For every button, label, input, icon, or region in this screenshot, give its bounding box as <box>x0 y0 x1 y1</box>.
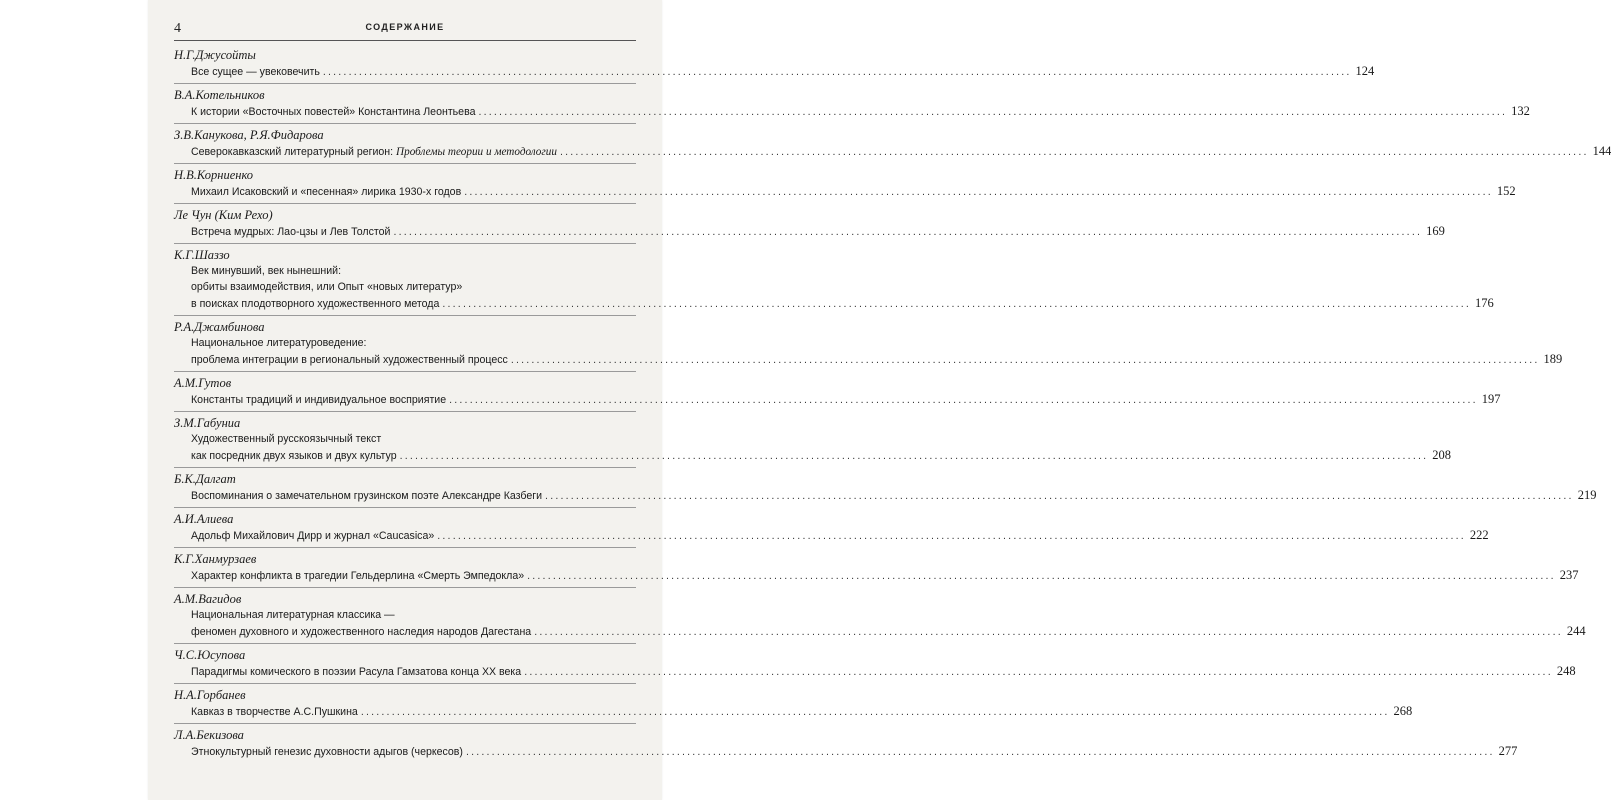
entry-title-segment: в поисках плодотворного художественного метода <box>191 298 440 310</box>
entry-title-last-line <box>191 391 1501 408</box>
entry-separator <box>174 203 636 204</box>
entry-title-last-line <box>191 183 1516 200</box>
entry-title-last-line <box>191 743 1518 760</box>
dot-leader: ........................................................................................................................................................................................................ <box>527 570 1556 582</box>
entry-separator <box>174 507 636 508</box>
entry-separator <box>174 723 636 724</box>
entry-title-last-line <box>191 623 1586 640</box>
page-header <box>174 20 636 41</box>
entry-page-number: 176 <box>1475 296 1494 310</box>
entry-title-segment: Адольф Михайлович Дирр и журнал «Caucasica» <box>191 530 435 542</box>
entry-title-segment: Константы традиций и индивидуальное восприятие <box>191 394 447 406</box>
entry-title-segment: К истории «Восточных повестей» Константина Леонтьева <box>191 106 476 118</box>
entry-title-text <box>191 352 508 368</box>
entry-title-last-line <box>191 63 1375 80</box>
dot-leader: ........................................................................................................................................................................................................ <box>534 626 1563 638</box>
dot-leader: ........................................................................................................................................................................................................ <box>559 146 1589 158</box>
entry-title-last-line <box>191 447 1451 464</box>
dot-leader: ........................................................................................................................................................................................................ <box>478 106 1508 118</box>
entry-title-text <box>191 144 557 160</box>
entry-separator <box>174 411 636 412</box>
entry-author: В.А.Котельников <box>174 88 265 102</box>
entry-separator <box>174 643 636 644</box>
dot-leader: ........................................................................................................................................................................................................ <box>437 530 1466 542</box>
entry-separator <box>174 163 636 164</box>
entry-title-last-line <box>191 663 1576 680</box>
dot-leader: ........................................................................................................................................................................................................ <box>524 666 1553 678</box>
entry-title-segment: как посредник двух языков и двух культур <box>191 450 397 462</box>
entry-title-text <box>191 224 390 240</box>
entry-author: З.В.Канукова, Р.Я.Фидарова <box>174 128 324 142</box>
entry-author: К.Г.Шаззо <box>174 248 230 262</box>
entry-page-number: 248 <box>1556 664 1576 678</box>
entry-author: Н.В.Корниенко <box>174 168 254 182</box>
entry-author: Н.Г.Джусойты <box>174 48 256 62</box>
entry-separator <box>174 243 636 244</box>
entry-title-text <box>191 568 524 584</box>
entry-title-text <box>191 184 461 200</box>
entry-separator <box>174 587 636 588</box>
entry-separator <box>174 547 636 548</box>
entry-author: З.М.Габуниа <box>174 416 241 430</box>
entry-title-segment: проблема интеграции в региональный художественный процесс <box>191 354 508 366</box>
page-number: 4 <box>174 21 181 36</box>
entry-title-segment: Характер конфликта в трагедии Гельдерлина «Смерть Эмпедокла» <box>191 570 525 582</box>
entry-separator <box>174 683 636 684</box>
entry-page-number: 152 <box>1496 184 1516 198</box>
entry-separator <box>174 315 636 316</box>
entry-page-number: 222 <box>1469 528 1489 542</box>
entry-page-number: 124 <box>1355 64 1375 78</box>
dot-leader: ........................................................................................................................................................................................................ <box>442 298 1472 310</box>
entry-page-number: 268 <box>1393 704 1413 718</box>
entry-title-text <box>191 104 475 120</box>
entry-page-number: 132 <box>1511 104 1530 118</box>
dot-leader: ........................................................................................................................................................................................................ <box>399 450 1429 462</box>
entry-title-line: Национальная литературная классика — <box>191 609 395 621</box>
entry-title-segment: феномен духовного и художественного наследия народов Дагестана <box>191 626 532 638</box>
entry-title-text <box>191 664 521 680</box>
entry-title-text <box>191 488 542 504</box>
entry-page-number: 208 <box>1432 448 1451 462</box>
entry-title-text <box>191 744 463 760</box>
entry-author: Р.А.Джамбинова <box>174 320 265 334</box>
entry-title-last-line <box>191 567 1579 584</box>
dot-leader: ........................................................................................................................................................................................................ <box>322 66 1352 78</box>
entry-separator <box>174 467 636 468</box>
entry-title-italic: Проблемы теории и методологии <box>396 146 557 158</box>
entry-title-text <box>191 64 320 80</box>
entry-author: Б.К.Далгат <box>174 472 236 486</box>
entry-title-segment: Встреча мудрых: Лао-цзы и Лев Толстой <box>191 226 391 238</box>
entry-title-line: Век минувший, век нынешний: <box>191 265 342 277</box>
dot-leader: ........................................................................................................................................................................................................ <box>465 746 1495 758</box>
entry-page-number: 277 <box>1498 744 1518 758</box>
entry-page-number: 244 <box>1566 624 1586 638</box>
entry-page-number: 189 <box>1543 352 1563 366</box>
entry-page-number: 169 <box>1426 224 1445 238</box>
entry-title-last-line <box>191 143 1611 160</box>
entry-title-line: Национальное литературоведение: <box>191 337 367 349</box>
entry-title-last-line <box>191 487 1597 504</box>
entry-title-last-line <box>191 527 1489 544</box>
entry-page-number: 144 <box>1592 144 1611 158</box>
entry-title-text <box>191 296 439 312</box>
entry-separator <box>174 83 636 84</box>
entry-title-text <box>191 624 531 640</box>
entry-author: Ле Чун (Ким Рехо) <box>174 208 273 222</box>
entry-author: А.И.Алиева <box>174 512 234 526</box>
dot-leader: ........................................................................................................................................................................................................ <box>464 186 1493 198</box>
entry-separator <box>174 371 636 372</box>
entry-title-last-line <box>191 295 1494 312</box>
entry-title-segment: Михаил Исаковский и «песенная» лирика 1930-х годов <box>191 186 462 198</box>
entry-title-segment: Парадигмы комического в поэзии Расула Гамзатова конца XX века <box>191 666 522 678</box>
dot-leader: ........................................................................................................................................................................................................ <box>393 226 1423 238</box>
entry-title-last-line <box>191 103 1530 120</box>
entry-page-number: 237 <box>1559 568 1579 582</box>
dot-leader: ........................................................................................................................................................................................................ <box>545 490 1574 502</box>
entry-title-segment: Кавказ в творчестве А.С.Пушкина <box>191 706 358 718</box>
entry-author: Ч.С.Юсупова <box>174 648 246 662</box>
entry-author: К.Г.Ханмурзаев <box>174 552 257 566</box>
entry-title-text <box>191 448 397 464</box>
book-page <box>148 0 1611 800</box>
entry-author: А.М.Вагидов <box>174 592 242 606</box>
entry-title-text <box>191 392 446 408</box>
running-title: СОДЕРЖАНИЕ <box>365 22 445 32</box>
entry-title-segment: Все сущее — увековечить <box>191 66 320 78</box>
entry-title-last-line <box>191 351 1563 368</box>
entry-title-segment: Этнокультурный генезис духовности адыгов (черкесов) <box>191 746 463 758</box>
entry-title-segment: Северокавказский литературный регион: <box>191 146 397 158</box>
dot-leader: ........................................................................................................................................................................................................ <box>510 354 1540 366</box>
entry-title-last-line <box>191 703 1413 720</box>
dot-leader: ........................................................................................................................................................................................................ <box>449 394 1478 406</box>
entry-author: А.М.Гутов <box>174 376 232 390</box>
entry-title-text <box>191 528 434 544</box>
entry-separator <box>174 123 636 124</box>
dot-leader: ........................................................................................................................................................................................................ <box>360 706 1390 718</box>
entry-page-number: 219 <box>1577 488 1597 502</box>
entry-title-text <box>191 704 358 720</box>
entry-page-number: 197 <box>1481 392 1501 406</box>
entry-title-line: Художественный русскоязычный текст <box>191 433 382 445</box>
entry-title-segment: Воспоминания о замечательном грузинском поэте Александре Казбеги <box>191 490 543 502</box>
entry-title-line: орбиты взаимодействия, или Опыт «новых литератур» <box>191 281 463 293</box>
entry-author: Н.А.Горбанев <box>174 688 246 702</box>
entry-author: Л.А.Бекизова <box>174 728 244 742</box>
entry-title-last-line <box>191 223 1445 240</box>
